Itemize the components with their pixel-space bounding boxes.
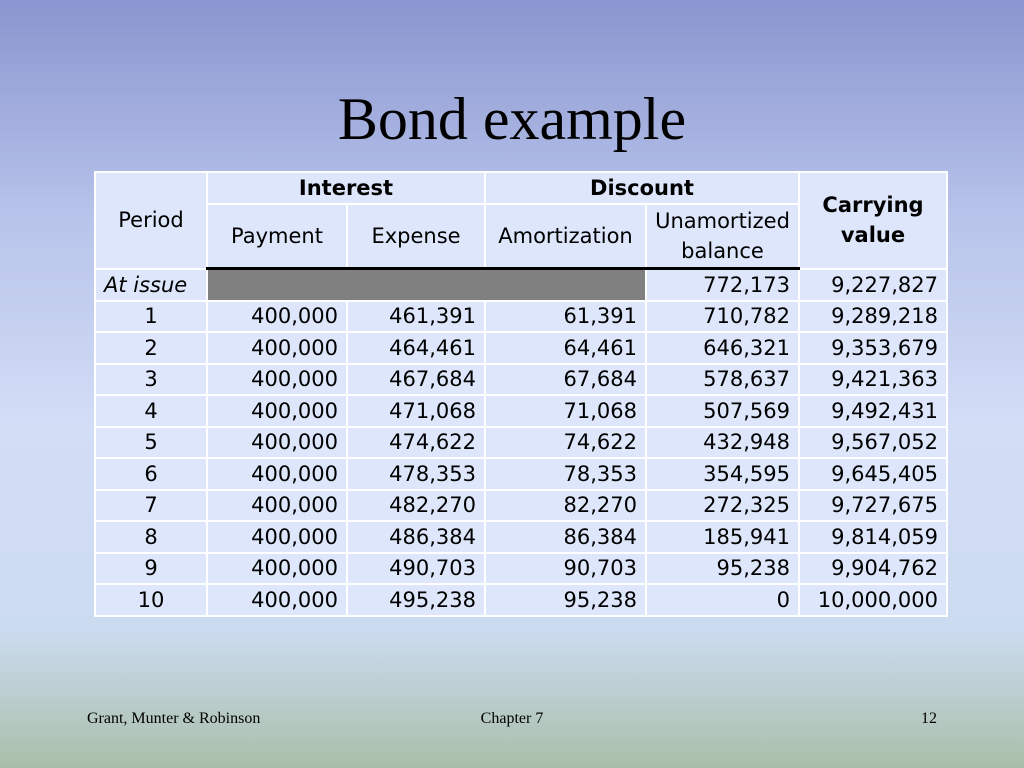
amortization-cell: 86,384	[485, 521, 646, 553]
at-issue-row	[95, 269, 947, 301]
at-issue-label: At issue	[95, 269, 207, 301]
expense-cell: 461,391	[347, 301, 485, 333]
amortization-cell: 71,068	[485, 395, 646, 427]
footer-page-number: 12	[921, 710, 937, 727]
unamortized-balance-cell: 432,948	[646, 427, 799, 459]
amortization-cell: 74,622	[485, 427, 646, 459]
payment-cell: 400,000	[207, 427, 347, 459]
table-row	[95, 584, 947, 616]
table-row	[95, 301, 947, 333]
amortization-cell: 78,353	[485, 458, 646, 490]
expense-cell: 474,622	[347, 427, 485, 459]
unamortized-balance-header: Unamortized balance	[646, 204, 799, 269]
table-row	[95, 332, 947, 364]
unamortized-balance-cell: 185,941	[646, 521, 799, 553]
discount-header: Discount	[485, 172, 799, 204]
table-row	[95, 490, 947, 522]
unamortized-balance-cell: 95,238	[646, 553, 799, 585]
carrying-value-cell: 9,421,363	[799, 364, 947, 396]
unamortized-balance-cell: 578,637	[646, 364, 799, 396]
slide-title: Bond example	[337, 86, 687, 152]
period-cell: 1	[95, 301, 207, 333]
table-row	[95, 458, 947, 490]
expense-cell: 478,353	[347, 458, 485, 490]
expense-cell: 482,270	[347, 490, 485, 522]
carrying-value-cell: 9,814,059	[799, 521, 947, 553]
header-row-1	[95, 172, 947, 204]
table-row	[95, 427, 947, 459]
period-cell: 7	[95, 490, 207, 522]
carrying-value-header: Carrying value	[799, 172, 947, 269]
unamortized-balance-cell: 272,325	[646, 490, 799, 522]
unamortized-balance-cell: 710,782	[646, 301, 799, 333]
amortization-cell: 95,238	[485, 584, 646, 616]
interest-header: Interest	[207, 172, 485, 204]
payment-header: Payment	[207, 204, 347, 269]
footer-author: Grant, Munter & Robinson	[87, 710, 261, 727]
amortization-cell: 82,270	[485, 490, 646, 522]
expense-cell: 471,068	[347, 395, 485, 427]
period-cell: 3	[95, 364, 207, 396]
payment-cell: 400,000	[207, 521, 347, 553]
payment-cell: 400,000	[207, 553, 347, 585]
expense-header: Expense	[347, 204, 485, 269]
table-row	[95, 364, 947, 396]
carrying-value-cell: 9,904,762	[799, 553, 947, 585]
payment-cell: 400,000	[207, 332, 347, 364]
amortization-cell: 90,703	[485, 553, 646, 585]
expense-cell: 486,384	[347, 521, 485, 553]
amortization-cell: 64,461	[485, 332, 646, 364]
payment-cell: 400,000	[207, 584, 347, 616]
amortization-cell: 67,684	[485, 364, 646, 396]
at-issue-carrying-value: 9,227,827	[799, 269, 947, 301]
period-cell: 6	[95, 458, 207, 490]
unamortized-balance-cell: 646,321	[646, 332, 799, 364]
expense-cell: 467,684	[347, 364, 485, 396]
period-cell: 2	[95, 332, 207, 364]
expense-cell: 495,238	[347, 584, 485, 616]
table-row	[95, 395, 947, 427]
carrying-value-cell: 9,645,405	[799, 458, 947, 490]
payment-cell: 400,000	[207, 490, 347, 522]
carrying-value-cell: 9,289,218	[799, 301, 947, 333]
bond-table	[94, 171, 948, 617]
period-cell: 4	[95, 395, 207, 427]
expense-cell: 464,461	[347, 332, 485, 364]
table-row	[95, 521, 947, 553]
period-cell: 10	[95, 584, 207, 616]
table-row	[95, 553, 947, 585]
empty-shaded-cell	[207, 269, 646, 301]
period-cell: 5	[95, 427, 207, 459]
carrying-value-cell: 10,000,000	[799, 584, 947, 616]
period-cell: 9	[95, 553, 207, 585]
payment-cell: 400,000	[207, 458, 347, 490]
payment-cell: 400,000	[207, 395, 347, 427]
carrying-value-cell: 9,727,675	[799, 490, 947, 522]
amortization-header: Amortization	[485, 204, 646, 269]
period-cell: 8	[95, 521, 207, 553]
payment-cell: 400,000	[207, 364, 347, 396]
carrying-value-cell: 9,492,431	[799, 395, 947, 427]
unamortized-balance-cell: 354,595	[646, 458, 799, 490]
unamortized-balance-cell: 0	[646, 584, 799, 616]
carrying-value-cell: 9,567,052	[799, 427, 947, 459]
payment-cell: 400,000	[207, 301, 347, 333]
expense-cell: 490,703	[347, 553, 485, 585]
unamortized-balance-cell: 507,569	[646, 395, 799, 427]
at-issue-unamortized: 772,173	[646, 269, 799, 301]
period-header: Period	[95, 172, 207, 269]
amortization-cell: 61,391	[485, 301, 646, 333]
footer-chapter: Chapter 7	[480, 710, 544, 727]
carrying-value-cell: 9,353,679	[799, 332, 947, 364]
